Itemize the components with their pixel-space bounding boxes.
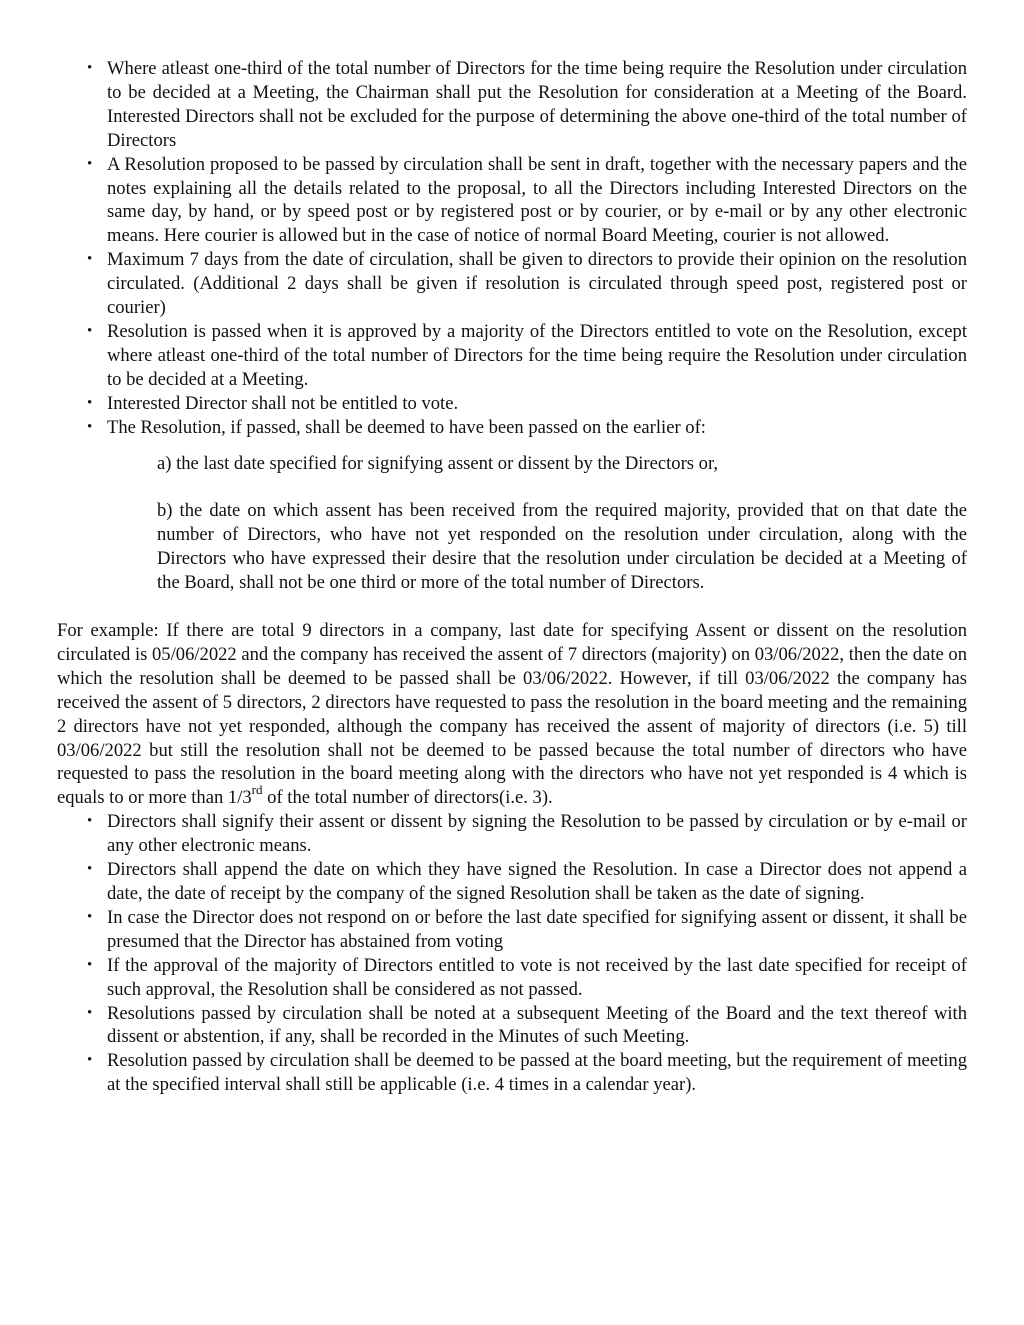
list-item [87, 57, 967, 153]
list-item-text: If the approval of the majority of Directors entitled to vote is not received by the last date specified for receipt of such approval, the Resolution shall be considered as not passed. [107, 954, 967, 1000]
list-item [87, 858, 967, 906]
bullet-icon: • [87, 394, 93, 411]
document-page [57, 57, 967, 1097]
list-item [87, 1002, 967, 1050]
list-item-text: Maximum 7 days from the date of circulation, shall be given to directors to provide their opinion on the resolution circulated. (Additional 2 days shall be given if resolution is circulated through speed post, registered post or courier) [107, 249, 967, 319]
ordinal-superscript: rd [251, 782, 263, 798]
list-item [87, 416, 967, 440]
bullet-icon: • [87, 908, 93, 925]
list-item [87, 392, 967, 416]
list-item-text: Resolutions passed by circulation shall be noted at a subsequent Meeting of the Board and the text thereof with dissent or abstention, if any, shall be recorded in the Minutes of such Meeting. [107, 1002, 967, 1048]
bullet-icon: • [87, 251, 93, 268]
list-item-text: In case the Director does not respond on or before the last date specified for signifying assent or dissent, it shall be presumed that the Director has abstained from voting [107, 906, 967, 952]
list-item-text: Directors shall append the date on which they have signed the Resolution. In case a Director does not append a date, the date of receipt by the company of the signed Resolution shall be taken as the date of signing. [107, 859, 967, 904]
list-item-text: The Resolution, if passed, shall be deemed to have been passed on the earlier of: [107, 416, 706, 438]
bullet-icon: • [87, 1004, 93, 1021]
bullet-list-circulation-rules [57, 57, 967, 440]
bullet-icon: • [87, 60, 93, 76]
list-item-text: A Resolution proposed to be passed by circulation shall be sent in draft, together with the necessary papers and the notes explaining all the details related to the proposal, to all the Directors including Interested Directors on the same day, by hand, or by speed post or by registered post or by courier, or by e-mail or by any other electronic means. Here courier is allowed but in the case of notice of normal Board Meeting, courier is not allowed. [107, 153, 967, 247]
bullet-icon: • [87, 418, 93, 435]
example-text: For example: If there are total 9 directors in a company, last date for specifying Assent or dissent on the resolution circulated is 05/06/2022 and the company has received the assent of 7 directors (majority) on 03/06/2022, then the date on which the resolution shall be deemed to be passed shall be 03/06/2022. However, if till 03/06/2022 the company has received the assent of 5 directors, 2 directors have requested to pass the resolution in the board meeting and the remaining 2 directors have not yet responded, although the company has received the assent of majority of directors (i.e. 5) till 03/06/2022 but still the resolution shall not be deemed to be passed because the total number of directors who have requested to pass the resolution in the board meeting along with the directors who have not yet responded is 4 which is equals to or more than 1/3 [57, 620, 967, 809]
list-item [87, 810, 967, 858]
bullet-icon: • [87, 1052, 93, 1069]
list-item [87, 1049, 967, 1097]
list-item [87, 153, 967, 249]
bullet-icon: • [87, 322, 93, 339]
list-item-text: Interested Director shall not be entitled to vote. [107, 392, 459, 414]
sub-clause-a: a) the last date specified for signifying assent or dissent by the Directors or, [157, 452, 719, 474]
sub-clause-b: b) the date on which assent has been received from the required majority, provided that on that date the number of Directors, who have not yet responded on the resolution under circulation, along with the Directors who have expressed their desire that the resolution under circulation be decided at a Meeting of the Board, shall not be one third or more of the total number of Directors. [157, 500, 967, 594]
list-item-text: Where atleast one-third of the total number of Directors for the time being require the Resolution under circulation to be decided at a Meeting, the Chairman shall put the Resolution for consideration at a Meeting of the Board. Interested Directors shall not be excluded for the purpose of determining the above one-third of the total number of Directors [107, 58, 967, 151]
list-item-text: Directors shall signify their assent or dissent by signing the Resolution to be passed by circulation or by e-mail or any other electronic means. [107, 811, 967, 857]
bullet-icon: • [87, 813, 93, 830]
list-item [87, 954, 967, 1002]
bullet-icon: • [87, 956, 93, 973]
list-item-text: Resolution is passed when it is approved by a majority of the Directors entitled to vote on the Resolution, except where atleast one-third of the total number of Directors for the time being require the Resolution under circulation to be decided at a Meeting. [107, 320, 967, 390]
list-item [87, 320, 967, 392]
list-item-text: Resolution passed by circulation shall be deemed to be passed at the board meeting, but the requirement of meeting at the specified interval shall still be applicable (i.e. 4 times in a calendar year). [107, 1050, 967, 1096]
bullet-icon: • [87, 155, 93, 172]
example-text-end: of the total number of directors(i.e. 3). [262, 787, 553, 809]
bullet-list-signing-rules [57, 810, 967, 1097]
bullet-icon: • [87, 861, 93, 878]
example-paragraph [57, 619, 967, 810]
list-item [87, 248, 967, 320]
list-item [87, 906, 967, 954]
